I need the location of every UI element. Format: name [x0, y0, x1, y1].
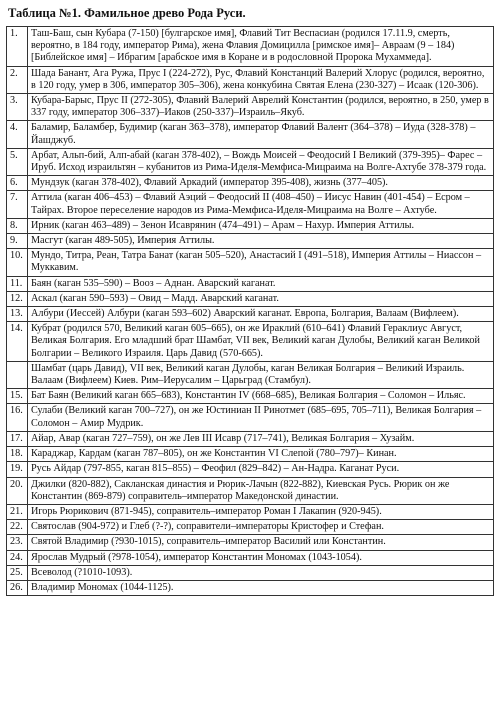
row-number: 21. [7, 504, 28, 519]
row-number: 3. [7, 94, 28, 121]
row-number: 6. [7, 176, 28, 191]
row-text: Кубара-Барыс, Прус II (272-305), Флавий Валерий Аврелий Константин (родился, вероятно, в 250, умер в 337 году, император 306–337)–Иаков (250-337)–Израиль–Якуб. [28, 94, 494, 121]
row-number: 25. [7, 565, 28, 580]
row-number [7, 361, 28, 388]
table-row [7, 404, 494, 431]
row-number: 11. [7, 276, 28, 291]
table-row [7, 520, 494, 535]
row-text: Владимир Мономах (1044-1125). [28, 580, 494, 595]
table-row [7, 389, 494, 404]
table-row [7, 121, 494, 148]
row-text: Масгут (каган 489-505), Империя Аттилы. [28, 234, 494, 249]
table-row [7, 550, 494, 565]
row-text: Караджар, Кардам (каган 787–805), он же Константин VI Слепой (780–797)– Кинан. [28, 447, 494, 462]
row-text: Игорь Рюрикович (871-945), соправитель–император Роман I Лакапин (920-945). [28, 504, 494, 519]
row-number: 22. [7, 520, 28, 535]
row-text: Святослав (904-972) и Глеб (?-?), соправители–императоры Кристофер и Стефан. [28, 520, 494, 535]
row-number: 2. [7, 66, 28, 93]
table-row [7, 447, 494, 462]
row-text: Баламир, Баламбер, Будимир (каган 363–378), император Флавий Валент (364–378) – Иуда (328-378) – Йашджуб. [28, 121, 494, 148]
row-number: 14. [7, 322, 28, 362]
table-row [7, 218, 494, 233]
table-row [7, 27, 494, 67]
row-text: Таш-Баш, сын Кубара (7-150) [булгарское имя], Флавий Тит Веспасиан (родился 17.11.9, смерть, вероятно, в 184 году, император Рима), жена Флавия Домицилла [римское имя]– Авраам (9 – 184) [Библейское имя] – Ибрагим [арабское имя в Коране и в родословной Пророка Мухаммеда]. [28, 27, 494, 67]
table-row [7, 307, 494, 322]
row-number: 1. [7, 27, 28, 67]
row-text: Албури (Иессей) Албури (каган 593–602) Аварский каганат. Европа, Болгария, Валаам (Вифлеем). [28, 307, 494, 322]
row-text: Святой Владимир (?930-1015), соправитель–император Василий или Константин. [28, 535, 494, 550]
row-text: Бат Баян (Великий каган 665–683), Константин IV (668–685), Великая Болгария – Соломон – Ильяс. [28, 389, 494, 404]
row-number: 20. [7, 477, 28, 504]
row-text: Шамбат (царь Давид), VII век, Великий каган Дулобы, каган Великая Болгария – Великий Израиль. Валаам (Вифлеем) Киев. Рим–Иерусалим – Царьград (Стамбул). [28, 361, 494, 388]
page-title: Таблица №1. Фамильное древо Рода Руси. [8, 6, 246, 20]
table-row [7, 462, 494, 477]
row-number: 15. [7, 389, 28, 404]
table-body [7, 27, 494, 596]
row-text: Кубрат (родился 570, Великий каган 605–665), он же Ираклий (610–641) Флавий Гераклиус Август, Великая Болгария. Его младший брат Шамбат, VII век, Великий каган Дулобы, Великий каган Великой Болгарии – Великого Израиля. Царь Давид (570-665). [28, 322, 494, 362]
row-text: Джилки (820-882), Сакланская династия и Рюрик-Лачын (822-882), Киевская Русь. Рюрик он же Константин (869-879) соправитель–император Македонской династии. [28, 477, 494, 504]
table-row [7, 191, 494, 218]
row-text: Аттила (каган 406–453) – Флавий Аэций – Феодосий II (408–450) – Иисус Навин (401-454) – Есром – Тайрах. Второе переселение народов из Рима-Мемфиса-Иделя-Мицраима на Волге – Ахтубе. [28, 191, 494, 218]
table-row [7, 234, 494, 249]
row-text: Арбат, Альп-бий, Алп-абай (каган 378-402), – Вождь Моисей – Феодосий I Великий (379-395)– Фарес – Ируб. Исход израильтян – кубанитов из Рима-Иделя-Мемфиса-Мицраима на Волге-Ахтубе 378-379 года. [28, 148, 494, 175]
table-row [7, 565, 494, 580]
table-row [7, 361, 494, 388]
row-number: 5. [7, 148, 28, 175]
row-text: Айар, Авар (каган 727–759), он же Лев III Исавр (717–741), Великая Болгария – Хузайм. [28, 431, 494, 446]
table-row [7, 66, 494, 93]
row-text: Мундзук (каган 378-402), Флавий Аркадий (император 395-408), жизнь (377–405). [28, 176, 494, 191]
row-number: 9. [7, 234, 28, 249]
table-row [7, 431, 494, 446]
table-row [7, 322, 494, 362]
row-text: Ярослав Мудрый (?978-1054), император Константин Мономах (1043-1054). [28, 550, 494, 565]
row-number: 19. [7, 462, 28, 477]
table-row [7, 148, 494, 175]
row-number: 10. [7, 249, 28, 276]
row-number: 17. [7, 431, 28, 446]
table-row [7, 477, 494, 504]
table-row [7, 535, 494, 550]
table-row [7, 276, 494, 291]
row-number: 13. [7, 307, 28, 322]
row-number: 23. [7, 535, 28, 550]
row-number: 26. [7, 580, 28, 595]
row-text: Всеволод (?1010-1093). [28, 565, 494, 580]
row-text: Ирник (каган 463–489) – Зенон Исаврянин (474–491) – Арам – Нахур. Империя Аттилы. [28, 218, 494, 233]
table-row [7, 94, 494, 121]
row-text: Баян (каган 535–590) – Вооз – Аднан. Аварский каганат. [28, 276, 494, 291]
table-row [7, 580, 494, 595]
table-row [7, 291, 494, 306]
row-text: Русь Айдар (797-855, каган 815–855) – Феофил (829–842) – Ан-Надра. Каганат Руси. [28, 462, 494, 477]
row-text: Аскал (каган 590–593) – Овид – Мадд. Аварский каганат. [28, 291, 494, 306]
row-number: 18. [7, 447, 28, 462]
row-text: Мундо, Титра, Реан, Татра Банат (каган 505–520), Анастасий I (491–518), Империя Аттилы – Ниассон – Муккавим. [28, 249, 494, 276]
row-number: 7. [7, 191, 28, 218]
row-number: 8. [7, 218, 28, 233]
row-text: Шада Банант, Ага Ружа, Прус I (224-272), Рус, Флавий Констанций Валерий Хлорус (родился, вероятно, в 120 году, умер в 306, император 305–306), жена конкубина Святая Елена (230-327) – Исаак (120-306). [28, 66, 494, 93]
row-number: 12. [7, 291, 28, 306]
table-row [7, 504, 494, 519]
row-number: 16. [7, 404, 28, 431]
row-number: 4. [7, 121, 28, 148]
table-row [7, 176, 494, 191]
row-number: 24. [7, 550, 28, 565]
family-tree-table [6, 26, 494, 596]
row-text: Сулаби (Великий каган 700–727), он же Юстиниан II Ринотмет (685–695, 705–711), Великая Болгария – Соломон – Амир Мудрик. [28, 404, 494, 431]
table-row [7, 249, 494, 276]
